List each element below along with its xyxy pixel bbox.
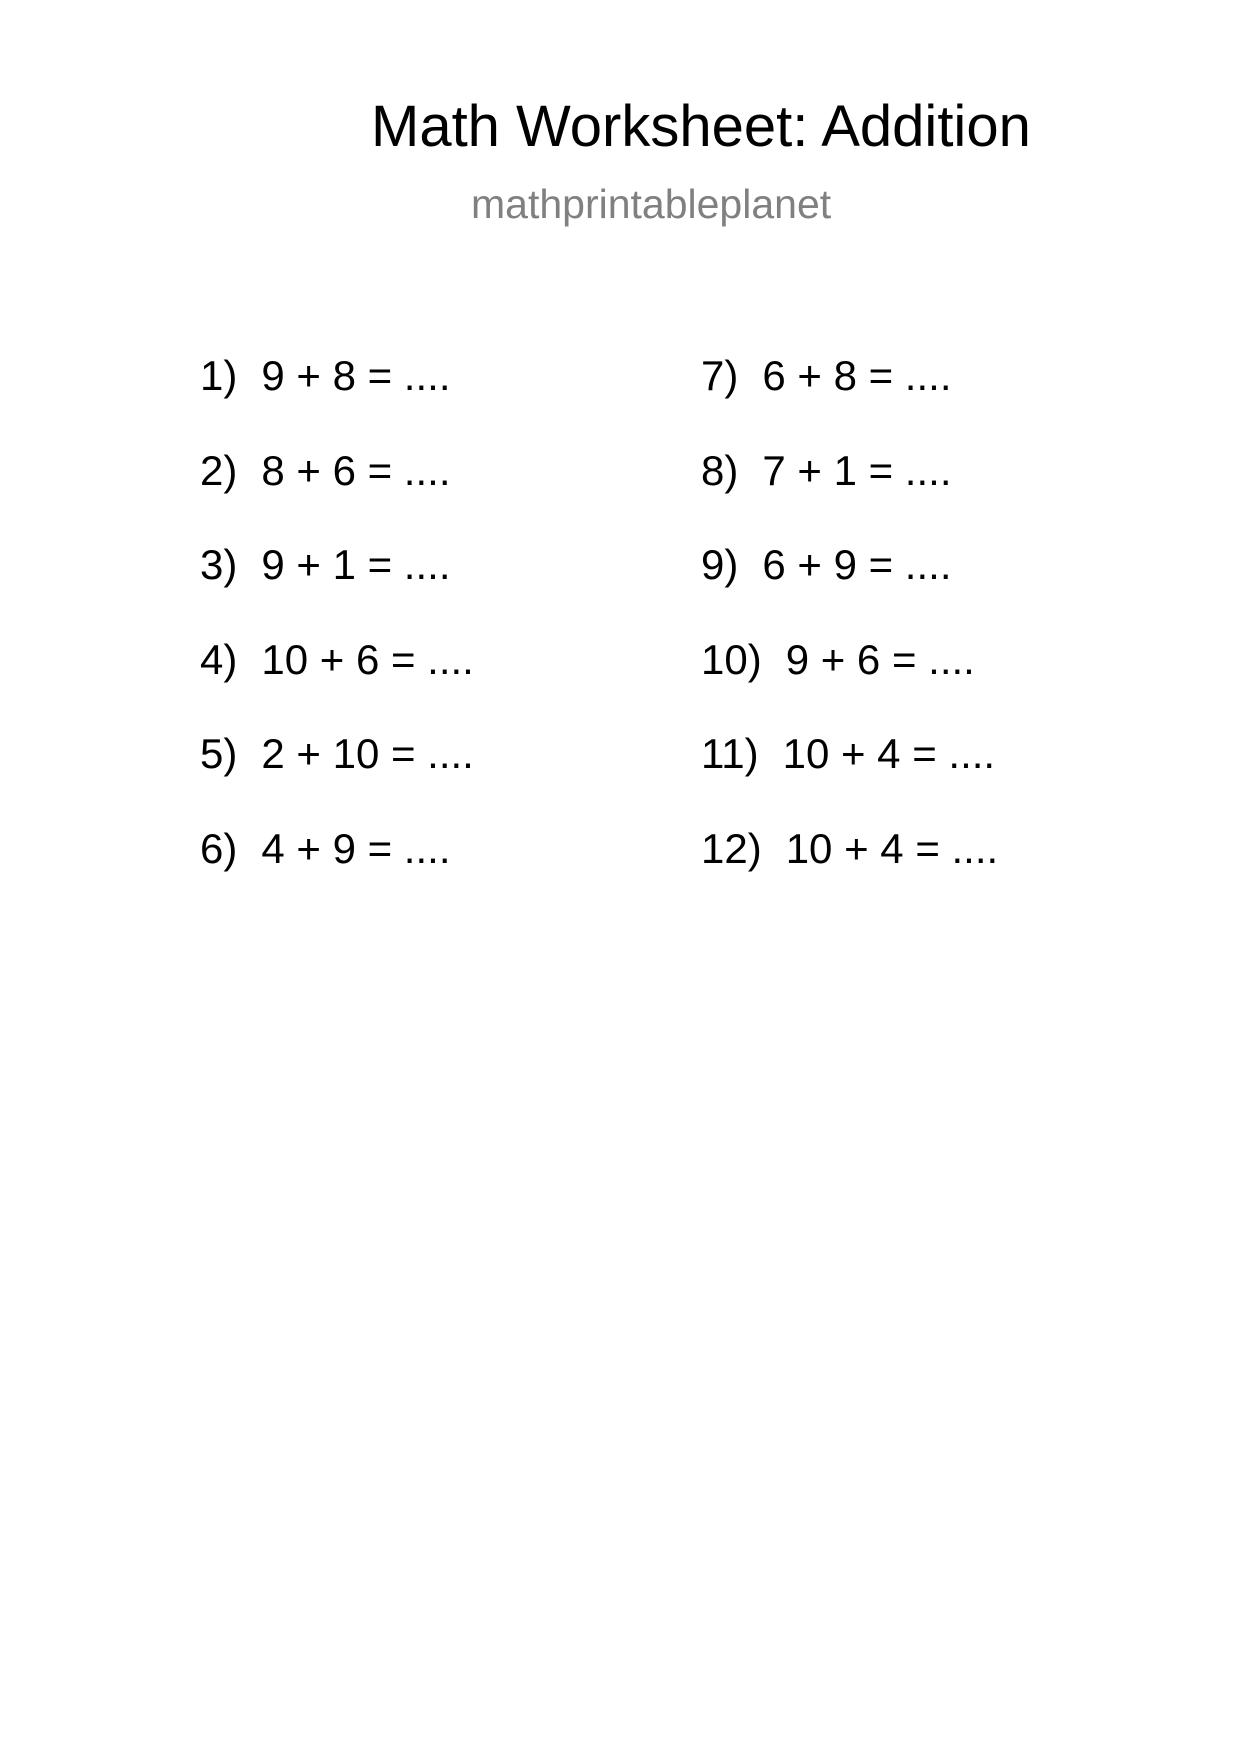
- worksheet-subtitle: mathprintableplanet: [471, 181, 832, 227]
- problem-expression: 10 + 4 = ....: [782, 730, 996, 778]
- problem-expression: 6 + 8 = ....: [762, 352, 952, 399]
- problem-item: [200, 730, 620, 828]
- problem-expression: 2 + 10 = ....: [261, 730, 474, 778]
- problem-item: [200, 446, 620, 545]
- problem-number: 6): [200, 824, 238, 872]
- problem-number: 10): [701, 635, 762, 683]
- problem-number: 1): [200, 352, 238, 399]
- problem-item: [200, 352, 620, 450]
- problem-expression: 9 + 1 = ....: [261, 541, 451, 589]
- problem-column-left: [200, 352, 620, 923]
- problem-number: 12): [701, 824, 762, 872]
- problem-number: 4): [200, 635, 238, 683]
- problem-number: 7): [701, 352, 739, 399]
- problem-item: [200, 635, 620, 734]
- problem-number: 3): [200, 541, 238, 589]
- problem-expression: 9 + 6 = ....: [785, 635, 975, 683]
- problem-item: [701, 352, 1121, 450]
- problem-item: [701, 824, 1121, 923]
- problem-expression: 9 + 8 = ....: [261, 352, 451, 399]
- problem-expression: 10 + 4 = ....: [785, 824, 999, 872]
- problem-item: [701, 541, 1121, 639]
- problem-item: [701, 730, 1121, 828]
- problem-expression: 6 + 9 = ....: [762, 541, 952, 589]
- problem-expression: 8 + 6 = ....: [261, 446, 451, 494]
- worksheet-title: Math Worksheet: Addition: [371, 94, 1031, 159]
- problem-number: 9): [701, 541, 739, 589]
- problem-number: 2): [200, 446, 238, 494]
- problem-number: 5): [200, 730, 238, 778]
- problem-item: [200, 824, 620, 923]
- problem-item: [701, 635, 1121, 734]
- problem-expression: 4 + 9 = ....: [261, 824, 451, 872]
- problem-item: [200, 541, 620, 639]
- problem-number: 11): [701, 730, 759, 778]
- problem-column-right: [701, 352, 1121, 923]
- problem-expression: 7 + 1 = ....: [762, 446, 952, 494]
- problem-expression: 10 + 6 = ....: [261, 635, 474, 683]
- problem-number: 8): [701, 446, 739, 494]
- problem-item: [701, 446, 1121, 545]
